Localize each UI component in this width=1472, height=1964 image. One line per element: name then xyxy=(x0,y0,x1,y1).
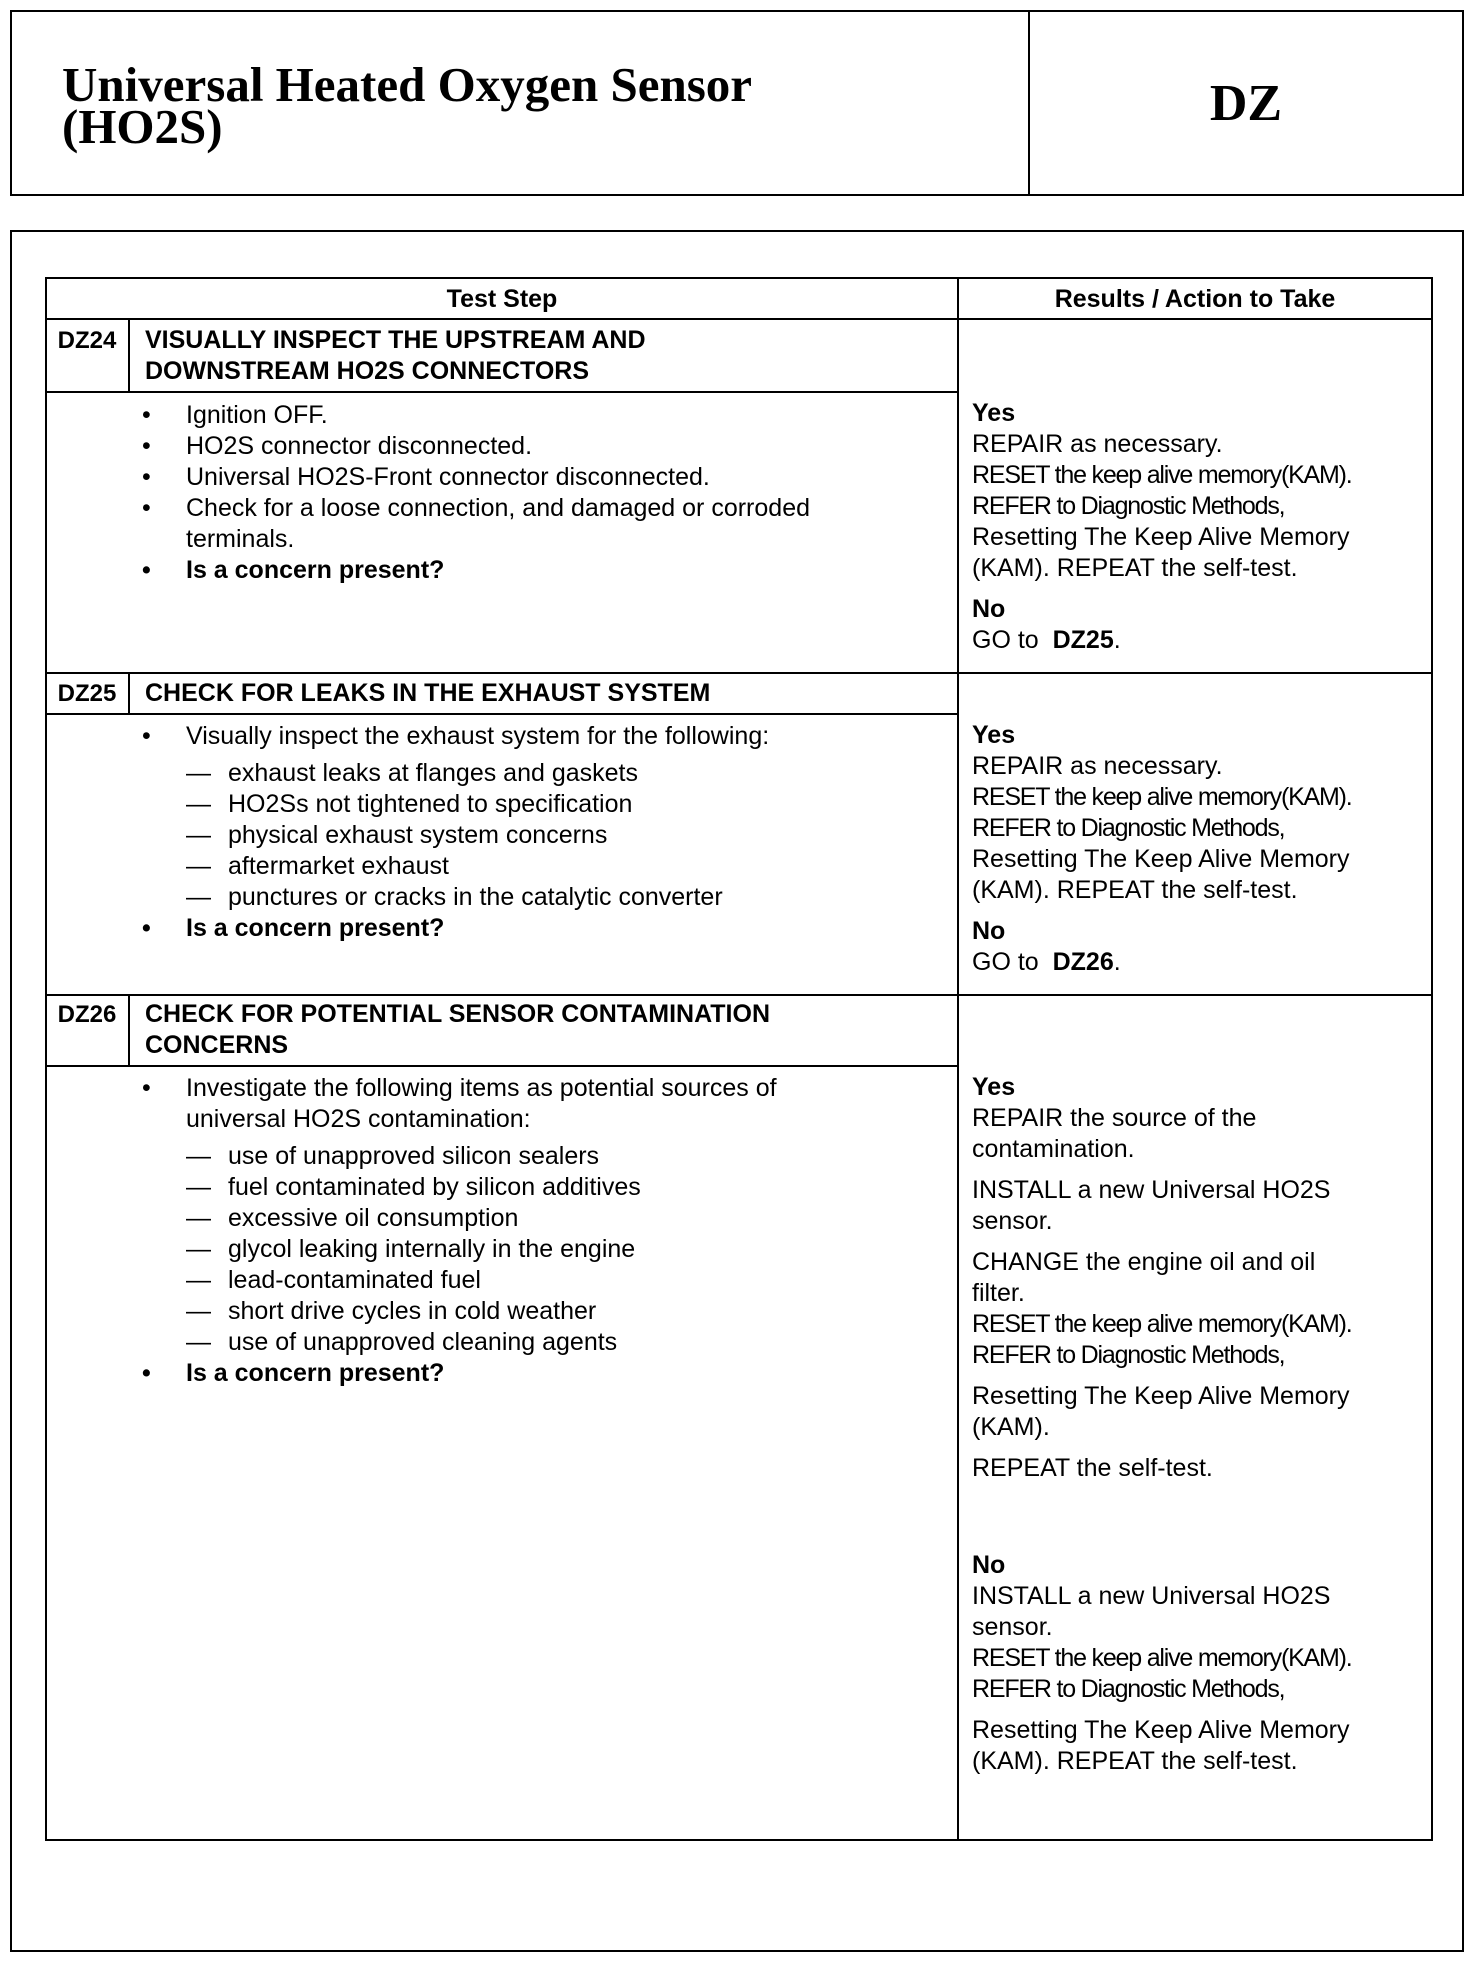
dash-icon: — xyxy=(186,759,211,787)
sub-item: — use of unapproved cleaning agents xyxy=(186,1328,618,1356)
result-line: REPAIR as necessary. xyxy=(972,752,1223,780)
sub-item: — short drive cycles in cold weather xyxy=(186,1297,597,1325)
dz25-title-underline xyxy=(45,713,959,715)
sub-item: — physical exhaust system concerns xyxy=(186,821,608,849)
bullet-icon: • xyxy=(142,432,151,460)
column-divider xyxy=(957,277,959,1841)
sub-item: — glycol leaking internally in the engine xyxy=(186,1235,636,1263)
dash-icon: — xyxy=(186,1328,211,1356)
dash-icon: — xyxy=(186,1266,211,1294)
section-code: DZ xyxy=(1209,74,1283,132)
result-line: Resetting The Keep Alive Memory xyxy=(972,845,1350,873)
question-item: • Is a concern present? xyxy=(142,914,445,942)
dz26-id-divider xyxy=(128,994,130,1066)
step-title-line: DOWNSTREAM HO2S CONNECTORS xyxy=(145,357,590,385)
result-line: contamination. xyxy=(972,1135,1135,1163)
result-line: RESET the keep alive memory(KAM). xyxy=(972,461,1352,489)
result-line: REFER to Diagnostic Methods, xyxy=(972,814,1285,842)
column-header-test-step: Test Step xyxy=(446,285,558,313)
question-item: • Is a concern present? xyxy=(142,1359,445,1387)
result-line: filter. xyxy=(972,1279,1025,1307)
result-line: Resetting The Keep Alive Memory xyxy=(972,1382,1350,1410)
result-line: Resetting The Keep Alive Memory xyxy=(972,523,1350,551)
result-line: REFER to Diagnostic Methods, xyxy=(972,1675,1285,1703)
sub-item: — exhaust leaks at flanges and gaskets xyxy=(186,759,638,787)
step-id-dz26: DZ26 xyxy=(57,1001,117,1028)
result-line: REPAIR the source of the xyxy=(972,1104,1257,1132)
goto-line: GO to DZ25. xyxy=(972,626,1121,654)
dz25-instructions xyxy=(140,721,769,944)
page-title-line2: (HO2S) xyxy=(62,99,223,154)
sub-item: — lead-contaminated fuel xyxy=(186,1266,481,1294)
list-item: • Check for a loose connection, and damaged or corroded terminals. xyxy=(142,494,810,553)
dz24-id-divider xyxy=(128,318,130,392)
goto-target[interactable]: DZ26 xyxy=(1052,948,1114,976)
bullet-icon: • xyxy=(142,1359,151,1387)
result-line: REFER to Diagnostic Methods, xyxy=(972,492,1285,520)
dz26-title-underline xyxy=(45,1065,959,1067)
result-line: (KAM). REPEAT the self-test. xyxy=(972,1747,1298,1775)
row-divider-dz26 xyxy=(45,994,1433,996)
list-item: • Visually inspect the exhaust system for the following: — exhaust leaks at flanges and gaskets — HO2Ss not tightened to specification — physical exhaust system concerns — aftermarket exhaust — punctures or cracks in the catalytic converter xyxy=(142,722,770,911)
sub-item: — aftermarket exhaust xyxy=(186,852,449,880)
step-title-line: CONCERNS xyxy=(145,1031,289,1059)
list-item: • Investigate the following items as potential sources of universal HO2S contamination: — use of unapproved silicon sealers — fuel contaminated by silicon additives — excessive oil consumption — glycol leaking internally in the engine — lead-contaminated fuel — short drive cycles in cold weather — use of unapproved cleaning agents xyxy=(142,1074,777,1356)
result-line: sensor. xyxy=(972,1613,1053,1641)
dz26-results-yes xyxy=(972,1072,1352,1484)
no-label: No xyxy=(972,917,1006,945)
dash-icon: — xyxy=(186,1297,211,1325)
sub-item: — fuel contaminated by silicon additives xyxy=(186,1173,641,1201)
result-line: RESET the keep alive memory(KAM). xyxy=(972,783,1352,811)
result-line: REPEAT the self-test. xyxy=(972,1454,1213,1482)
dash-icon: — xyxy=(186,1173,211,1201)
result-line: Resetting The Keep Alive Memory xyxy=(972,1716,1350,1744)
dash-icon: — xyxy=(186,1235,211,1263)
bullet-icon: • xyxy=(142,463,151,491)
result-line: INSTALL a new Universal HO2S xyxy=(972,1582,1331,1610)
result-line: RESET the keep alive memory(KAM). xyxy=(972,1310,1352,1338)
sub-item: — use of unapproved silicon sealers xyxy=(186,1142,600,1170)
result-line: (KAM). REPEAT the self-test. xyxy=(972,876,1298,904)
dz25-results xyxy=(972,720,1352,978)
goto-line: GO to DZ26. xyxy=(972,948,1121,976)
table-bottom-border xyxy=(45,1839,1433,1841)
question-item: • Is a concern present? xyxy=(142,556,445,584)
result-line: REFER to Diagnostic Methods, xyxy=(972,1341,1285,1369)
yes-label: Yes xyxy=(972,399,1016,427)
bullet-icon: • xyxy=(142,914,151,942)
no-label: No xyxy=(972,595,1006,623)
list-item: • HO2S connector disconnected. xyxy=(142,432,533,460)
dash-icon: — xyxy=(186,1204,211,1232)
step-title-line: CHECK FOR LEAKS IN THE EXHAUST SYSTEM xyxy=(145,679,711,707)
sub-item: — excessive oil consumption xyxy=(186,1204,519,1232)
dash-icon: — xyxy=(186,790,211,818)
step-title-line: CHECK FOR POTENTIAL SENSOR CONTAMINATION xyxy=(145,1000,770,1028)
step-title-dz25 xyxy=(145,678,945,709)
table-left-border xyxy=(45,277,47,1841)
result-line: sensor. xyxy=(972,1207,1053,1235)
bullet-icon: • xyxy=(142,556,151,584)
list-item: • Universal HO2S-Front connector disconnected. xyxy=(142,463,710,491)
dash-icon: — xyxy=(186,883,211,911)
list-item: • Ignition OFF. xyxy=(142,401,328,429)
goto-target[interactable]: DZ25 xyxy=(1052,626,1114,654)
result-line: CHANGE the engine oil and oil xyxy=(972,1248,1316,1276)
step-title-dz26 xyxy=(145,999,945,1061)
no-label: No xyxy=(972,1551,1006,1579)
yes-label: Yes xyxy=(972,721,1016,749)
bullet-icon: • xyxy=(142,1074,151,1102)
result-line: (KAM). xyxy=(972,1413,1050,1441)
bullet-icon: • xyxy=(142,722,151,750)
sub-list xyxy=(186,758,769,913)
row-divider-dz25 xyxy=(45,672,1433,674)
dz24-title-underline xyxy=(45,391,959,393)
dash-icon: — xyxy=(186,1142,211,1170)
step-title-line: VISUALLY INSPECT THE UPSTREAM AND xyxy=(145,326,646,354)
sub-list xyxy=(186,1141,777,1358)
result-line: INSTALL a new Universal HO2S xyxy=(972,1176,1331,1204)
dz26-results-no xyxy=(972,1550,1352,1777)
result-line: (KAM). REPEAT the self-test. xyxy=(972,554,1298,582)
result-line: RESET the keep alive memory(KAM). xyxy=(972,1644,1352,1672)
dz25-id-divider xyxy=(128,672,130,714)
dz24-instructions xyxy=(140,400,810,586)
sub-item: — punctures or cracks in the catalytic converter xyxy=(186,883,723,911)
dash-icon: — xyxy=(186,852,211,880)
sub-item: — HO2Ss not tightened to specification xyxy=(186,790,633,818)
step-id-dz25: DZ25 xyxy=(57,680,117,707)
bullet-icon: • xyxy=(142,494,151,522)
yes-label: Yes xyxy=(972,1073,1016,1101)
step-id-dz24: DZ24 xyxy=(57,327,117,354)
page-title-line1: Universal Heated Oxygen Sensor xyxy=(62,57,753,112)
step-title-dz24 xyxy=(145,325,945,387)
page-header xyxy=(10,10,1464,196)
dz24-results xyxy=(972,398,1352,656)
column-header-results: Results / Action to Take xyxy=(1054,285,1336,313)
bullet-icon: • xyxy=(142,401,151,429)
table-right-border xyxy=(1431,277,1433,1841)
result-line: REPAIR as necessary. xyxy=(972,430,1223,458)
dz26-instructions xyxy=(140,1073,777,1389)
page-title xyxy=(62,57,962,154)
dash-icon: — xyxy=(186,821,211,849)
